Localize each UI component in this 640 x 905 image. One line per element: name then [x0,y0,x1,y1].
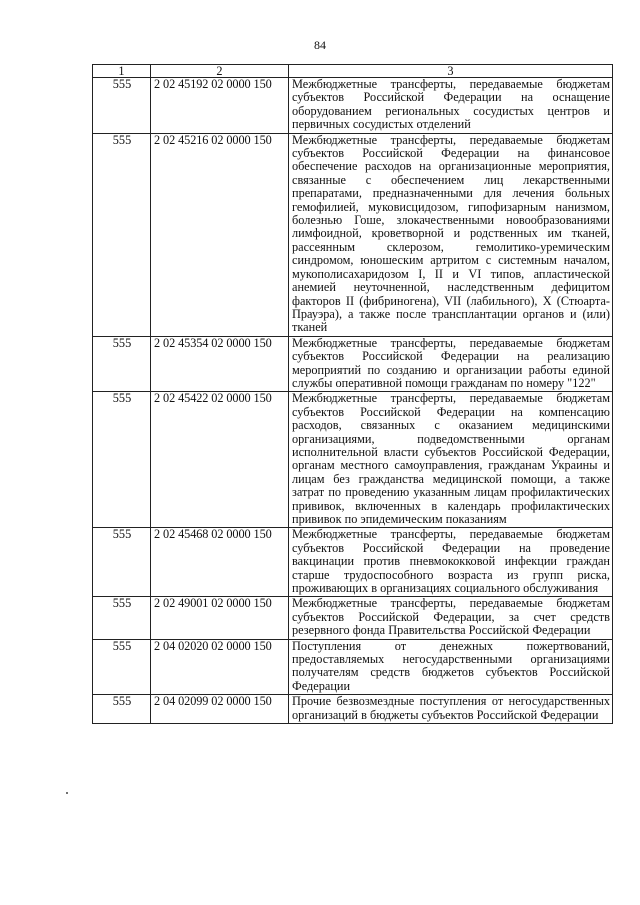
admin-code-cell: 555 [93,528,151,597]
description-cell: Прочие безвозмездные поступления от негосударственных организаций в бюджеты субъектов Российской Федерации [289,695,613,724]
budget-code-cell: 2 02 45216 02 0000 150 [151,133,289,336]
table-row [93,695,613,724]
budget-code-cell: 2 02 45422 02 0000 150 [151,392,289,528]
budget-code-cell: 2 04 02099 02 0000 150 [151,695,289,724]
page-number: 84 [314,38,326,52]
description-cell: Межбюджетные трансферты, передаваемые бюджетам субъектов Российской Федерации, за счет средств резервного фонда Правительства Российской Федерации [289,597,613,639]
budget-revenue-table [92,64,613,724]
table-row [93,597,613,639]
admin-code-cell: 555 [93,639,151,695]
description-cell: Межбюджетные трансферты, передаваемые бюджетам субъектов Российской Федерации на компенсацию расходов, связанных с оказанием медицинскими организациями, подведомственными органам исполнительной власти субъектов Российской Федерации, органам местного самоуправления, гражданам Украины и лицам без гражданства медицинской помощи, а также затрат по проведению указанным лицам профилактических прививок, включенных в календарь профилактических прививок по эпидемическим показаниям [289,392,613,528]
table-row [93,78,613,134]
admin-code-cell: 555 [93,78,151,134]
budget-code-cell: 2 02 49001 02 0000 150 [151,597,289,639]
budget-code-cell: 2 02 45468 02 0000 150 [151,528,289,597]
scan-speck [66,792,68,794]
description-cell: Межбюджетные трансферты, передаваемые бюджетам субъектов Российской Федерации на оснащение оборудованием региональных сосудистых центров и первичных сосудистых отделений [289,78,613,134]
table-row [93,336,613,392]
table-row [93,639,613,695]
description-cell: Поступления от денежных пожертвований, предоставляемых негосударственными организациями получателям средств бюджетов субъектов Российской Федерации [289,639,613,695]
table-row [93,133,613,336]
admin-code-cell: 555 [93,392,151,528]
description-cell: Межбюджетные трансферты, передаваемые бюджетам субъектов Российской Федерации на реализацию мероприятий по созданию и организации работы единой службы оперативной помощи гражданам по номеру "122" [289,336,613,392]
admin-code-cell: 555 [93,597,151,639]
budget-code-cell: 2 02 45192 02 0000 150 [151,78,289,134]
admin-code-cell: 555 [93,336,151,392]
description-cell: Межбюджетные трансферты, передаваемые бюджетам субъектов Российской Федерации на проведение вакцинации против пневмококковой инфекции граждан старше трудоспособного возраста из групп риска, проживающих в организациях социального обслуживания [289,528,613,597]
admin-code-cell: 555 [93,695,151,724]
column-header-2: 2 [151,65,289,78]
table-header-row [93,65,613,78]
description-cell: Межбюджетные трансферты, передаваемые бюджетам субъектов Российской Федерации на финансовое обеспечение расходов на организационные мероприятия, связанные с обеспечением лиц лекарственными препаратами, предназначенными для лечения больных гемофилией, муковисцидозом, гипофизарным нанизмом, болезнью Гоше, злокачественными новообразованиями лимфоидной, кроветворной и родственных им тканей, рассеянным склерозом, гемолитико-уремическим синдромом, юношеским артритом с системным началом, мукополисахаридозом I, II и VI типов, апластической анемией неуточненной, наследственным дефицитом факторов II (фибриногена), VII (лабильного), X (Стюарта-Прауэра), а также после трансплантации органов и (или) тканей [289,133,613,336]
table-row [93,392,613,528]
column-header-3: 3 [289,65,613,78]
column-header-1: 1 [93,65,151,78]
admin-code-cell: 555 [93,133,151,336]
budget-code-cell: 2 02 45354 02 0000 150 [151,336,289,392]
budget-code-cell: 2 04 02020 02 0000 150 [151,639,289,695]
table-row [93,528,613,597]
